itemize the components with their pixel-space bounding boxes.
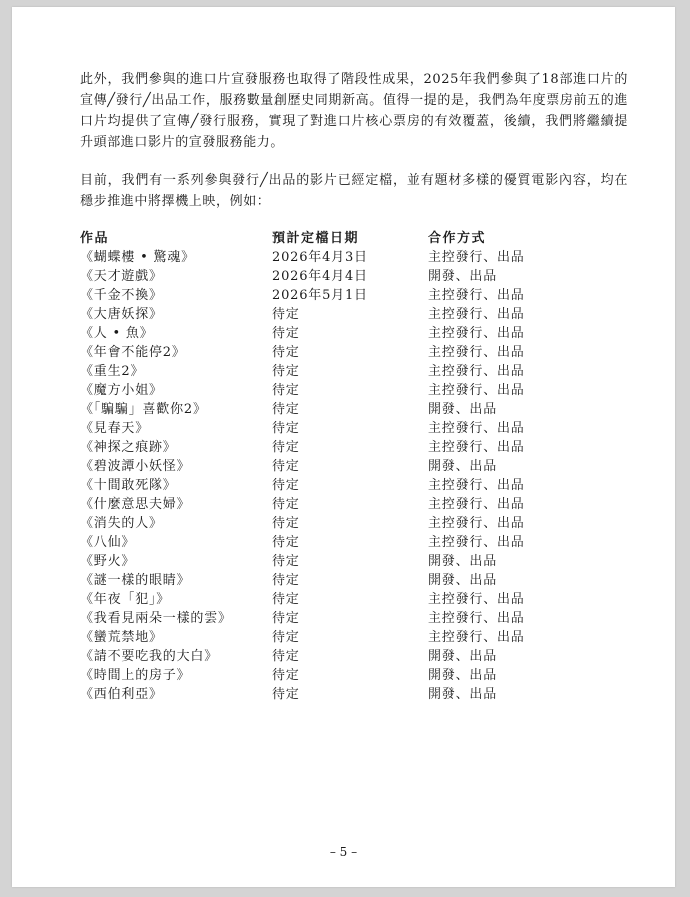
release-date: 待定 [272, 630, 300, 645]
table-row [80, 607, 628, 626]
table-row [80, 265, 628, 284]
table-row [80, 284, 628, 303]
film-title: 《魔方小姐》 [80, 383, 163, 398]
cooperation-mode: 開發、出品 [428, 668, 498, 683]
table-row [80, 531, 628, 550]
film-title: 《「騙騙」喜歡你2》 [80, 402, 207, 417]
film-title: 《神探之痕跡》 [80, 440, 177, 455]
film-title: 《謎一樣的眼睛》 [80, 573, 191, 588]
cooperation-mode: 主控發行、出品 [428, 421, 525, 436]
cooperation-mode: 開發、出品 [428, 573, 498, 588]
release-date: 待定 [272, 497, 300, 512]
cooperation-mode: 開發、出品 [428, 269, 498, 284]
film-title: 《八仙》 [80, 535, 136, 550]
film-title: 《人 • 魚》 [80, 326, 154, 341]
release-date: 待定 [272, 364, 300, 379]
table-row [80, 436, 628, 455]
page-body [80, 69, 628, 702]
release-date: 待定 [272, 592, 300, 607]
film-title: 《蠻荒禁地》 [80, 630, 163, 645]
cooperation-mode: 主控發行、出品 [428, 611, 525, 626]
release-date: 待定 [272, 307, 300, 322]
film-title: 《蝴蝶樓 • 驚魂》 [80, 250, 195, 265]
table-row [80, 322, 628, 341]
release-date: 待定 [272, 668, 300, 683]
cooperation-mode: 主控發行、出品 [428, 307, 525, 322]
film-title: 《年夜「犯」》 [80, 592, 171, 607]
table-header-row [80, 227, 628, 246]
film-title: 《十間敢死隊》 [80, 478, 177, 493]
film-title: 《天才遊戲》 [80, 269, 163, 284]
table-row [80, 512, 628, 531]
film-title: 《見春天》 [80, 421, 150, 436]
cooperation-mode: 開發、出品 [428, 459, 498, 474]
cooperation-mode: 主控發行、出品 [428, 288, 525, 303]
release-date: 待定 [272, 459, 300, 474]
film-title: 《碧波譚小妖怪》 [80, 459, 191, 474]
paragraph-imported-films: 此外，我們參與的進口片宣發服務也取得了階段性成果，2025年我們參與了18部進口片的宣傳╱發行╱出品工作，服務數量創歷史同期新高。值得一提的是，我們為年度票房前五的進口片均提供了宣傳╱發行服務，實現了對進口片核心票房的有效覆蓋，後續，我們將繼續提升頭部進口影片的宣發服務能力。 [80, 72, 628, 150]
film-title: 《年會不能停2》 [80, 345, 186, 360]
table-row [80, 588, 628, 607]
film-title: 《消失的人》 [80, 516, 163, 531]
table-row [80, 417, 628, 436]
cooperation-mode: 主控發行、出品 [428, 440, 525, 455]
release-date: 待定 [272, 516, 300, 531]
release-date: 2026年4月4日 [272, 269, 368, 284]
cooperation-mode: 主控發行、出品 [428, 497, 525, 512]
table-row [80, 664, 628, 683]
film-title: 《我看見兩朵一樣的雲》 [80, 611, 232, 626]
cooperation-mode: 主控發行、出品 [428, 364, 525, 379]
cooperation-mode: 開發、出品 [428, 554, 498, 569]
table-row [80, 474, 628, 493]
release-date: 待定 [272, 421, 300, 436]
film-title: 《千金不換》 [80, 288, 163, 303]
film-title: 《請不要吃我的大白》 [80, 649, 219, 664]
header-work: 作品 [80, 231, 110, 246]
cooperation-mode: 開發、出品 [428, 649, 498, 664]
release-date: 待定 [272, 383, 300, 398]
cooperation-mode: 主控發行、出品 [428, 630, 525, 645]
table-row [80, 550, 628, 569]
cooperation-mode: 主控發行、出品 [428, 345, 525, 360]
film-title: 《西伯利亞》 [80, 687, 163, 702]
table-body [80, 246, 628, 702]
cooperation-mode: 開發、出品 [428, 687, 498, 702]
table-row [80, 360, 628, 379]
table-row [80, 303, 628, 322]
table-row [80, 398, 628, 417]
release-date: 待定 [272, 440, 300, 455]
release-date: 待定 [272, 554, 300, 569]
release-date: 2026年5月1日 [272, 288, 368, 303]
page-number: – 5 – [329, 845, 358, 859]
film-title: 《大唐妖探》 [80, 307, 163, 322]
header-cooperation: 合作方式 [428, 231, 487, 246]
release-date: 待定 [272, 649, 300, 664]
release-date: 2026年4月3日 [272, 250, 368, 265]
cooperation-mode: 主控發行、出品 [428, 383, 525, 398]
release-date: 待定 [272, 345, 300, 360]
paragraph-scheduled-films: 目前，我們有一系列參與發行╱出品的影片已經定檔，並有題材多樣的優質電影內容，均在穩步推進中將擇機上映，例如： [80, 173, 628, 209]
table-row [80, 341, 628, 360]
table-row [80, 379, 628, 398]
table-row [80, 455, 628, 474]
cooperation-mode: 主控發行、出品 [428, 592, 525, 607]
release-date: 待定 [272, 478, 300, 493]
cooperation-mode: 主控發行、出品 [428, 250, 525, 265]
cooperation-mode: 主控發行、出品 [428, 326, 525, 341]
release-date: 待定 [272, 402, 300, 417]
cooperation-mode: 主控發行、出品 [428, 478, 525, 493]
cooperation-mode: 主控發行、出品 [428, 535, 525, 550]
film-title: 《野火》 [80, 554, 136, 569]
release-date: 待定 [272, 687, 300, 702]
film-title: 《時間上的房子》 [80, 668, 191, 683]
film-schedule-table [80, 227, 628, 702]
table-row [80, 683, 628, 702]
table-row [80, 569, 628, 588]
document-page [12, 7, 675, 887]
film-title: 《什麼意思夫婦》 [80, 497, 191, 512]
release-date: 待定 [272, 611, 300, 626]
release-date: 待定 [272, 573, 300, 588]
film-title: 《重生2》 [80, 364, 145, 379]
table-row [80, 645, 628, 664]
cooperation-mode: 開發、出品 [428, 402, 498, 417]
table-row [80, 246, 628, 265]
table-row [80, 493, 628, 512]
release-date: 待定 [272, 326, 300, 341]
header-release-date: 預計定檔日期 [272, 231, 360, 246]
cooperation-mode: 主控發行、出品 [428, 516, 525, 531]
release-date: 待定 [272, 535, 300, 550]
table-row [80, 626, 628, 645]
